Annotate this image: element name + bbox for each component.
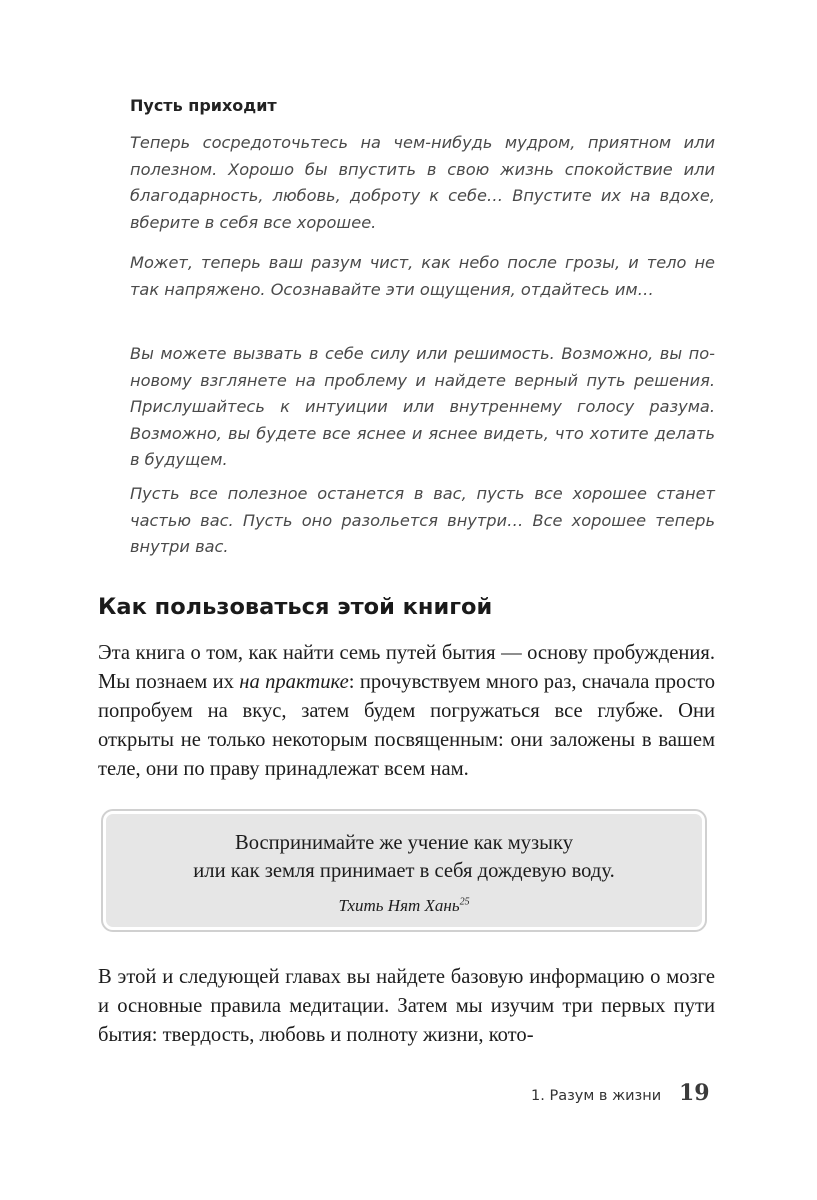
italic-paragraph-1: Теперь сосредоточьтесь на чем-нибудь мудром, приятном или полезном. Хорошо бы впустить в свою жизнь спокойствие или благодарность, любовь, доброту к себе… Впустите их на вдохе, вберите в себя все хорошее.	[130, 133, 715, 232]
footnote-marker[interactable]: 25	[459, 896, 470, 908]
italic-paragraph-3: Вы можете вызвать в себе силу или решимость. Возможно, вы по-новому взглянете на проблему и найдете верный путь решения. Прислушайтесь к интуиции или внутреннему голосу разума. Возможно, вы будете все яснее и яснее видеть, что хотите делать в будущем.	[130, 344, 715, 469]
page-number: 19	[679, 1080, 710, 1106]
subsection-heading: Пусть приходит	[130, 96, 277, 115]
quote-author-name: Тхить Нят Хань	[338, 896, 460, 915]
italic-paragraph-4: Пусть все полезное останется в вас, пусть все хорошее станет частью вас. Пусть оно разольется внутри… Все хорошее теперь внутри вас.	[130, 484, 715, 556]
epigraph-quote-box	[103, 811, 705, 930]
running-footer-chapter: 1. Разум в жизни	[531, 1088, 662, 1104]
section-title: Как пользоваться этой книгой	[98, 594, 493, 620]
body-paragraph-1-end: : прочувствуем много раз, сначала просто попробуем на вкус, затем будем погружаться все глубже. Они открыты не только некоторым посвященным: они заложены в вашем теле, они по праву принадлежат всем нам.	[98, 671, 716, 780]
body-paragraph-1-start: Эта книга о том, как найти семь путей бытия — основу пробуждения. Мы познаем их	[98, 642, 715, 693]
emphasis-text: на практике	[239, 671, 349, 693]
body-paragraph-2: В этой и следующей главах вы найдете базовую информацию о мозге и основные правила медитации. Затем мы изучим три первых пути бытия: твердость, любовь и полноту жизни, кото-	[98, 966, 715, 1046]
quote-line-2: или как земля принимает в себя дождевую воду.	[193, 860, 615, 882]
quote-author	[106, 896, 702, 916]
quote-line-1: Воспринимайте же учение как музыку	[234, 832, 574, 854]
italic-paragraph-2: Может, теперь ваш разум чист, как небо после грозы, и тело не так напряжено. Осознавайте эти ощущения, отдайтесь им…	[130, 253, 715, 299]
body-paragraph-1	[98, 639, 715, 784]
